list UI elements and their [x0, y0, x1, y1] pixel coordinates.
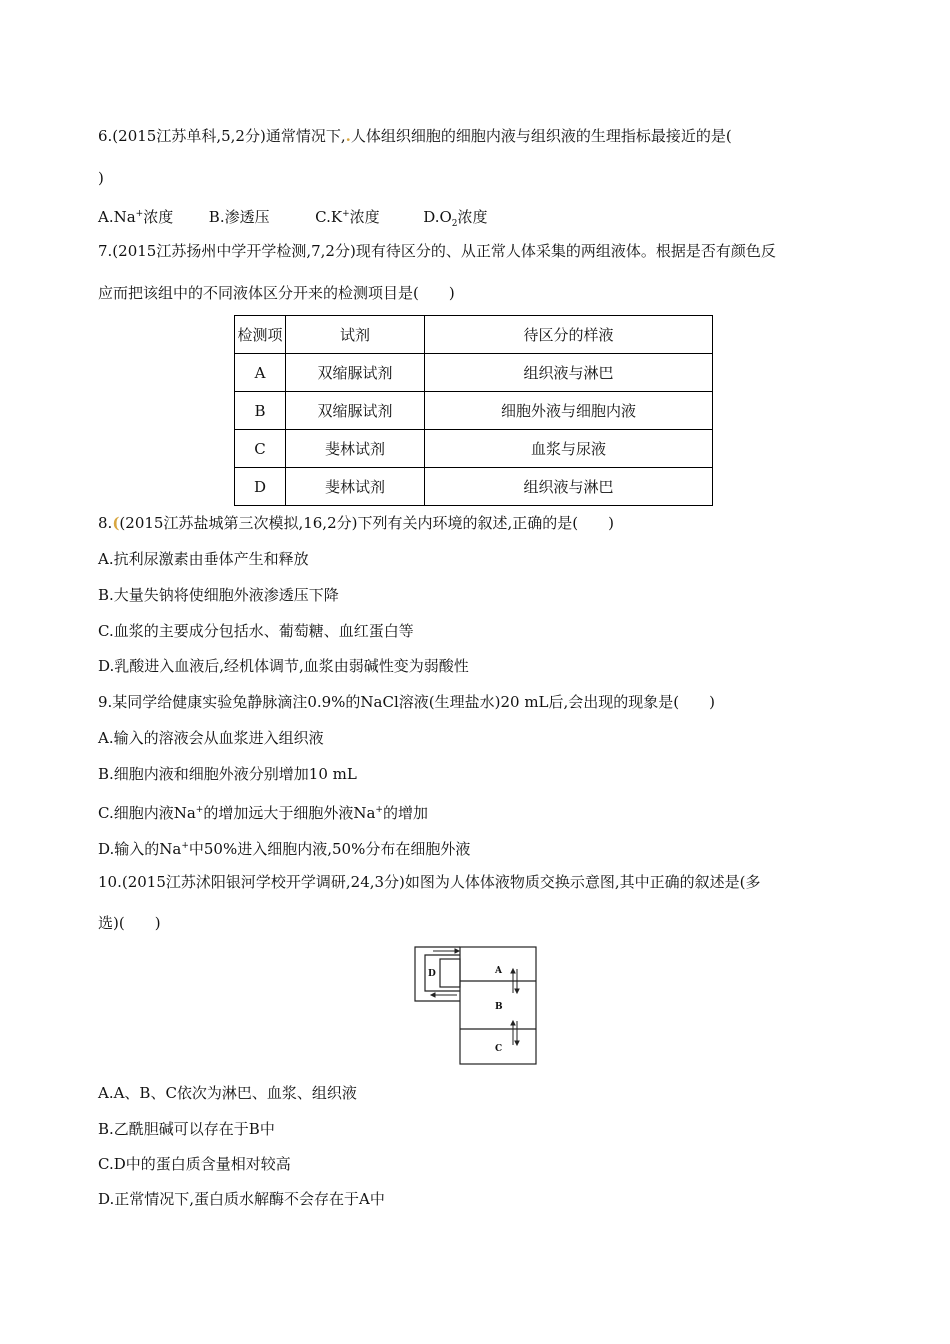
q7-table [234, 315, 713, 506]
arrow-head [455, 949, 459, 953]
d-box [440, 959, 460, 987]
table-cell: C [235, 430, 286, 468]
table-row [235, 354, 713, 392]
table-cell: 血浆与尿液 [425, 430, 713, 468]
q10-option-d: D.正常情况下,蛋白质水解酶不会存在于A中 [98, 1190, 385, 1208]
table-cell: 细胞外液与细胞内液 [425, 392, 713, 430]
q8-option-c: C.血浆的主要成分包括水、葡萄糖、血红蛋白等 [98, 622, 414, 640]
q10-option-b: B.乙酰胆碱可以存在于B中 [98, 1120, 275, 1138]
q8-option-d: D.乳酸进入血液后,经机体调节,血浆由弱碱性变为弱酸性 [98, 657, 469, 675]
table-header-row [235, 316, 713, 354]
mark-dot: ( [112, 514, 120, 532]
q8-option-b: B.大量失钠将使细胞外液渗透压下降 [98, 586, 339, 604]
q9-option-d: D.输入的Na+中50%进入细胞内液,50%分布在细胞外液 [98, 840, 471, 858]
arrow-head [515, 1041, 519, 1045]
arrow-head [431, 993, 435, 997]
q6-stem-end: ) [98, 169, 104, 187]
q6-option-a: A.Na+浓度 [98, 208, 174, 226]
table-cell: A [235, 354, 286, 392]
q6-options [98, 204, 488, 234]
q6-option-b: B.渗透压 [208, 208, 270, 226]
table-cell: D [235, 468, 286, 506]
q6-option-d: $D.O_2$浓度 [423, 208, 488, 229]
q10-stem-line1: 10.(2015江苏沭阳银河学校开学调研,24,3分)如图为人体体液物质交换示意图,其中正确的叙述是(多 [98, 873, 761, 891]
table-cell: 斐林试剂 [286, 468, 425, 506]
arrow-head [511, 969, 515, 973]
q9-option-c: C.细胞内液Na+的增加远大于细胞外液Na+的增加 [98, 804, 428, 822]
arrow-head [515, 989, 519, 993]
body-fluid-diagram [413, 945, 539, 1067]
table-row [235, 392, 713, 430]
label-c: C [495, 1044, 503, 1054]
q9-stem: 9.某同学给健康实验兔静脉滴注0.9%的NaCl溶液(生理盐水)20 mL后,会出现的现象是( ) [98, 693, 715, 711]
q10-option-a: A.A、B、C依次为淋巴、血浆、组织液 [98, 1084, 357, 1102]
q10-option-c: C.D中的蛋白质含量相对较高 [98, 1155, 291, 1173]
q9-option-b: B.细胞内液和细胞外液分别增加10 mL [98, 765, 357, 783]
table-cell: B [235, 392, 286, 430]
label-b: B [495, 1002, 503, 1012]
q8-option-a: A.抗利尿激素由垂体产生和释放 [98, 550, 309, 568]
label-a: A [495, 966, 502, 976]
q6-option-c: C.K+浓度 [315, 208, 380, 226]
table-cell: 斐林试剂 [286, 430, 425, 468]
q10-stem-line2: 选)( ) [98, 914, 161, 932]
table-cell: 组织液与淋巴 [425, 468, 713, 506]
q7-stem-line1: 7.(2015江苏扬州中学开学检测,7,2分)现有待区分的、从正常人体采集的两组液体。根据是否有颜色反 [98, 242, 776, 260]
table-header: 待区分的样液 [425, 316, 713, 354]
q9-option-a: A.输入的溶液会从血浆进入组织液 [98, 729, 324, 747]
arrow-head [511, 1021, 515, 1025]
table-cell: 组织液与淋巴 [425, 354, 713, 392]
table-header: 检测项 [235, 316, 286, 354]
label-d: D [428, 969, 436, 979]
q8-stem: 8.((2015江苏盐城第三次模拟,16,2分)下列有关内环境的叙述,正确的是( ) [98, 514, 614, 532]
table-header: 试剂 [286, 316, 425, 354]
q7-stem-line2: 应而把该组中的不同液体区分开来的检测项目是( ) [98, 284, 455, 302]
table-row [235, 430, 713, 468]
table-cell: 双缩脲试剂 [286, 354, 425, 392]
q6-stem: 6.(2015江苏单科,5,2分)通常情况下,.人体组织细胞的细胞内液与组织液的生理指标最接近的是( [98, 127, 732, 145]
table-row [235, 468, 713, 506]
mark-dot: . [345, 127, 351, 145]
table-cell: 双缩脲试剂 [286, 392, 425, 430]
